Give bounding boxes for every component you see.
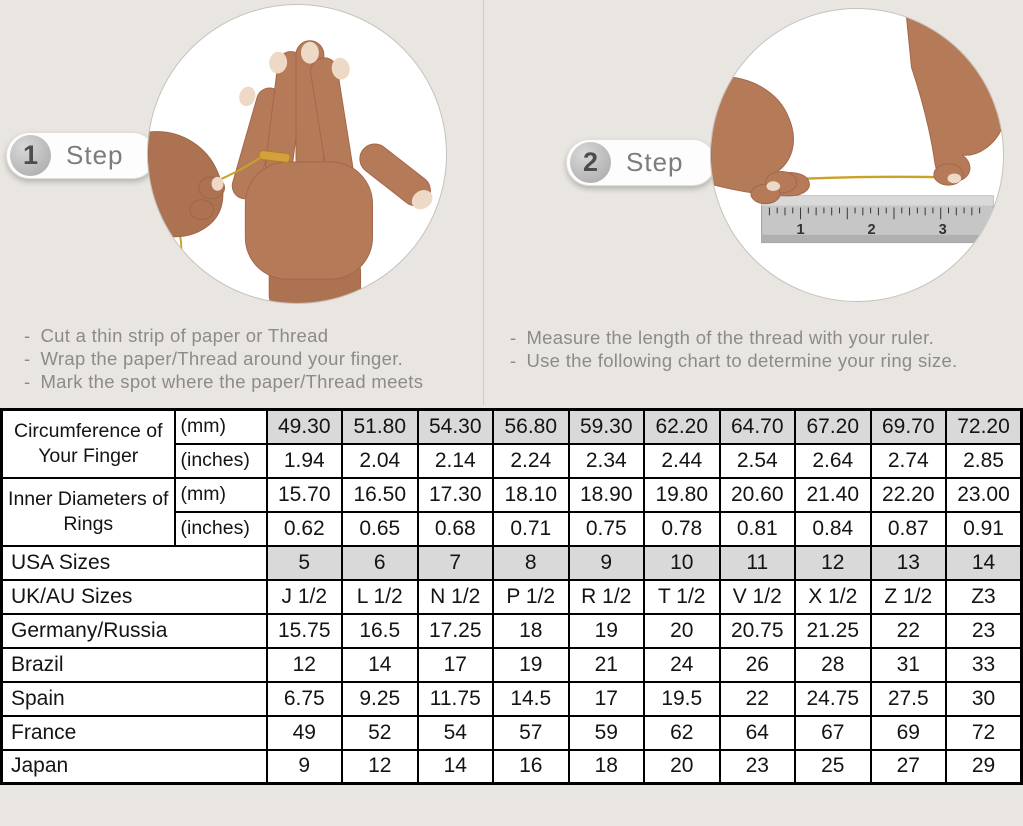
size-cell: 33 [946,648,1022,682]
size-cell: 18.90 [569,478,645,512]
size-cell: 2.34 [569,444,645,478]
size-cell: 6 [342,546,418,580]
size-cell: 31 [871,648,947,682]
size-cell: J 1/2 [267,580,343,614]
size-cell: 62.20 [644,410,720,444]
size-cell: Z3 [946,580,1022,614]
size-cell: 0.87 [871,512,947,546]
ruler-graphic [762,196,994,243]
instruction-item: - Mark the spot where the paper/Thread meets [18,370,423,393]
size-cell: 0.91 [946,512,1022,546]
table-row [2,648,1022,682]
size-cell: T 1/2 [644,580,720,614]
size-cell: 69 [871,716,947,750]
size-cell: 23 [946,614,1022,648]
size-cell: 23.00 [946,478,1022,512]
size-cell: 67 [795,716,871,750]
step-2-photo [710,8,1004,302]
step-2-badge [566,139,716,186]
table-row [2,478,1022,512]
size-cell: 64 [720,716,796,750]
row-label: Germany/Russia [2,614,267,648]
row-group-label: Inner Diameters of Rings [2,478,175,546]
row-unit: (inches) [175,444,267,478]
size-cell: 64.70 [720,410,796,444]
size-cell: 18 [493,614,569,648]
size-cell: 59 [569,716,645,750]
size-cell: 16 [493,750,569,784]
row-label: Japan [2,750,267,784]
size-cell: 20.75 [720,614,796,648]
size-cell: 8 [493,546,569,580]
row-unit: (mm) [175,410,267,444]
size-cell: 56.80 [493,410,569,444]
size-cell: Z 1/2 [871,580,947,614]
size-cell: 62 [644,716,720,750]
size-table-section [0,408,1023,785]
size-cell: 12 [795,546,871,580]
size-cell: 22 [871,614,947,648]
size-cell: 22 [720,682,796,716]
size-cell: 9 [569,546,645,580]
ruler-mark: 1 [796,221,805,238]
size-cell: 15.70 [267,478,343,512]
table-row [2,716,1022,750]
instruction-item: - Cut a thin strip of paper or Thread [18,324,423,347]
size-cell: 20.60 [720,478,796,512]
size-cell: 2.85 [946,444,1022,478]
size-cell: 72 [946,716,1022,750]
size-cell: 30 [946,682,1022,716]
table-row [2,750,1022,784]
size-cell: 10 [644,546,720,580]
table-row [2,410,1022,444]
size-cell: 28 [795,648,871,682]
size-cell: 14 [946,546,1022,580]
row-label: France [2,716,267,750]
size-cell: 2.14 [418,444,494,478]
size-cell: 23 [720,750,796,784]
column-divider [483,0,484,405]
size-cell: 24.75 [795,682,871,716]
row-label: USA Sizes [2,546,267,580]
size-cell: 26 [720,648,796,682]
size-cell: P 1/2 [493,580,569,614]
size-cell: 21.25 [795,614,871,648]
size-cell: 19.80 [644,478,720,512]
size-cell: 9 [267,750,343,784]
instruction-item: - Measure the length of the thread with your ruler. [504,326,958,349]
size-cell: 51.80 [342,410,418,444]
size-cell: 5 [267,546,343,580]
step-2-label: Step [626,147,684,177]
size-cell: L 1/2 [342,580,418,614]
row-group-label: Circumference of Your Finger [2,410,175,478]
row-unit: (inches) [175,512,267,546]
size-cell: 16.5 [342,614,418,648]
size-cell: 69.70 [871,410,947,444]
size-cell: 13 [871,546,947,580]
size-cell: 0.75 [569,512,645,546]
size-cell: 20 [644,750,720,784]
size-cell: 15.75 [267,614,343,648]
size-cell: 0.81 [720,512,796,546]
size-cell: 52 [342,716,418,750]
size-cell: 29 [946,750,1022,784]
step-1-label: Step [66,140,124,170]
step-2-number: 2 [570,142,611,183]
size-cell: 0.71 [493,512,569,546]
size-cell: 2.04 [342,444,418,478]
size-cell: V 1/2 [720,580,796,614]
size-cell: 25 [795,750,871,784]
size-cell: 49 [267,716,343,750]
row-label: Spain [2,682,267,716]
size-cell: R 1/2 [569,580,645,614]
size-cell: 18 [569,750,645,784]
size-cell: 20 [644,614,720,648]
size-cell: 2.64 [795,444,871,478]
size-cell: 2.44 [644,444,720,478]
size-cell: 12 [342,750,418,784]
size-cell: 0.78 [644,512,720,546]
size-cell: 17.25 [418,614,494,648]
step-1-badge [6,132,156,179]
ruler-mark: 2 [867,221,876,238]
size-cell: 7 [418,546,494,580]
hands-measuring-thread-with-ruler-illustration [711,9,1003,301]
step-1-instructions [18,324,423,393]
size-cell: 0.65 [342,512,418,546]
table-row [2,580,1022,614]
step-1-number: 1 [10,135,51,176]
size-cell: N 1/2 [418,580,494,614]
row-unit: (mm) [175,478,267,512]
size-cell: 54 [418,716,494,750]
hand-with-ring-and-thread-illustration [148,5,446,303]
size-cell: 0.84 [795,512,871,546]
size-cell: 21 [569,648,645,682]
instruction-item: - Use the following chart to determine your ring size. [504,349,958,372]
size-cell: 6.75 [267,682,343,716]
size-cell: 24 [644,648,720,682]
size-cell: 17 [569,682,645,716]
step-2-instructions [504,326,958,372]
size-cell: 14.5 [493,682,569,716]
size-cell: 19 [569,614,645,648]
table-row [2,614,1022,648]
row-label: UK/AU Sizes [2,580,267,614]
ring-size-table [0,408,1023,785]
size-cell: 12 [267,648,343,682]
instruction-item: - Wrap the paper/Thread around your finger. [18,347,423,370]
size-cell: 9.25 [342,682,418,716]
table-row [2,682,1022,716]
size-cell: 57 [493,716,569,750]
size-cell: 54.30 [418,410,494,444]
ruler-mark: 3 [938,221,947,238]
size-cell: 18.10 [493,478,569,512]
size-cell: 19.5 [644,682,720,716]
size-cell: 2.24 [493,444,569,478]
size-cell: 11.75 [418,682,494,716]
step-1-photo [147,4,447,304]
size-cell: 72.20 [946,410,1022,444]
size-cell: 49.30 [267,410,343,444]
size-cell: 19 [493,648,569,682]
size-cell: 67.20 [795,410,871,444]
size-cell: 59.30 [569,410,645,444]
size-cell: 16.50 [342,478,418,512]
size-cell: 27.5 [871,682,947,716]
size-cell: X 1/2 [795,580,871,614]
size-cell: 27 [871,750,947,784]
size-cell: 11 [720,546,796,580]
size-cell: 22.20 [871,478,947,512]
size-cell: 14 [418,750,494,784]
size-cell: 0.62 [267,512,343,546]
size-cell: 1.94 [267,444,343,478]
row-label: Brazil [2,648,267,682]
size-cell: 0.68 [418,512,494,546]
size-cell: 14 [342,648,418,682]
size-cell: 17 [418,648,494,682]
table-row [2,546,1022,580]
size-cell: 2.74 [871,444,947,478]
size-cell: 2.54 [720,444,796,478]
size-cell: 17.30 [418,478,494,512]
size-cell: 21.40 [795,478,871,512]
